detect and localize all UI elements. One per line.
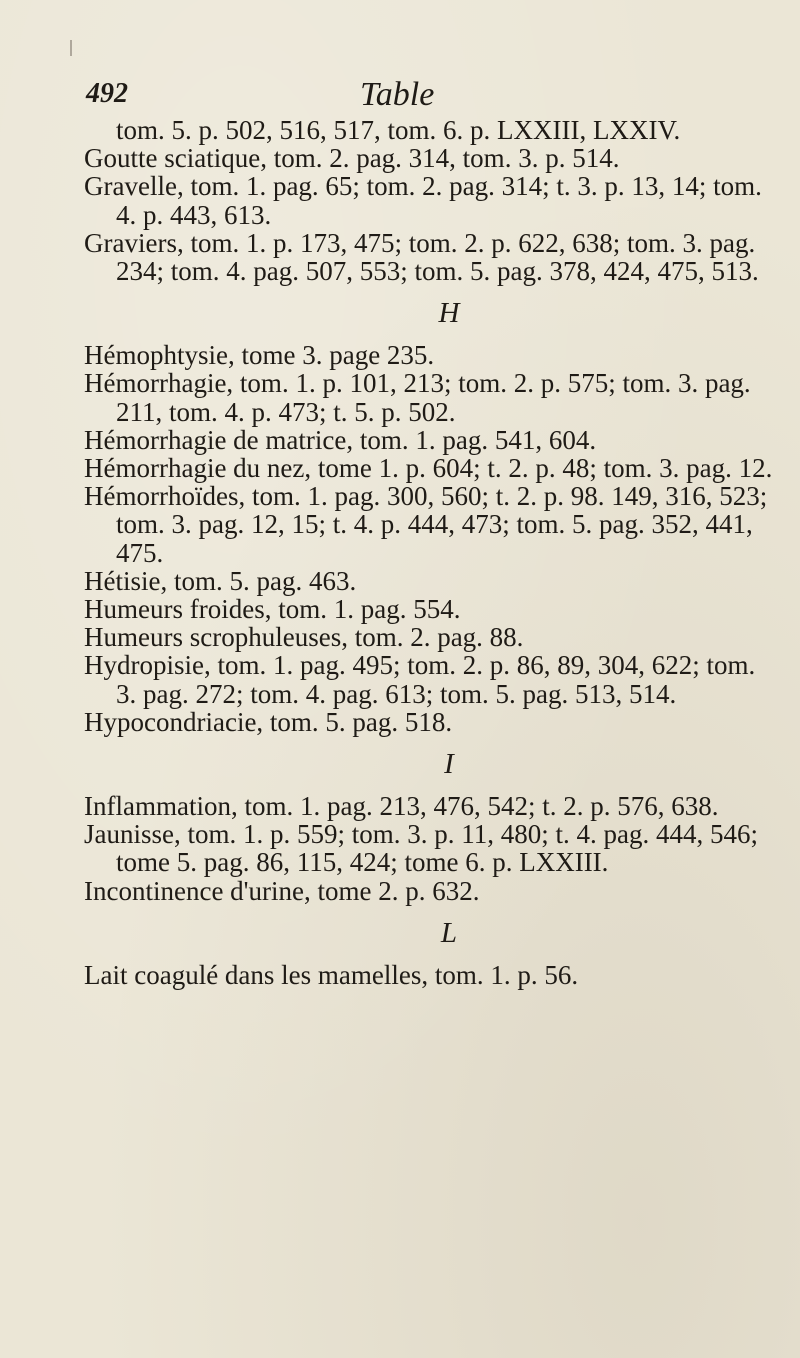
index-entry: Hydropisie, tom. 1. pag. 495; tom. 2. p. 86, 89, 304, 622; tom. 3. pag. 272; tom. 4. pag. 613; tom. 5. pag. 513, 514.: [84, 650, 756, 709]
index-entry: Goutte sciatique, tom. 2. pag. 314, tom. 3. p. 514.: [84, 143, 620, 174]
index-entry: Inflammation, tom. 1. pag. 213, 476, 542; t. 2. p. 576, 638.: [84, 791, 719, 822]
section-letter-h: H: [438, 297, 460, 330]
index-entry: Hémorrhagie de matrice, tom. 1. pag. 541, 604.: [84, 424, 597, 455]
index-entry: Hétisie, tom. 5. pag. 463.: [84, 565, 357, 596]
section-letter-l: L: [440, 916, 458, 949]
index-entry: Hypocondriacie, tom. 5. pag. 518.: [84, 706, 453, 737]
index-entry: Jaunisse, tom. 1. p. 559; tom. 3. p. 11, 480; t. 4. pag. 444, 546; tome 5. pag. 86, 115, 424; tome 6. p. LXXIII.: [84, 819, 758, 878]
section-letter-i: I: [444, 748, 454, 781]
index-entry: Incontinence d'urine, tome 2. p. 632.: [84, 875, 480, 906]
index-entry: Humeurs scrophuleuses, tom. 2. pag. 88.: [84, 622, 524, 653]
page-number: 492: [86, 78, 128, 109]
page-edge-mark: [70, 40, 72, 56]
index-entry: Humeurs froides, tom. 1. pag. 554.: [84, 594, 461, 625]
index-entry: Gravelle, tom. 1. pag. 65; tom. 2. pag. 314; t. 3. p. 13, 14; tom. 4. p. 443, 613.: [84, 171, 762, 230]
index-entry: Hémorrhagie du nez, tome 1. p. 604; t. 2. p. 48; tom. 3. pag. 12.: [84, 453, 773, 484]
index-entry-continuation: tom. 5. p. 502, 516, 517, tom. 6. p. LXXIII, LXXIV.: [116, 115, 681, 145]
index-entry: Hémophtysie, tome 3. page 235.: [84, 340, 435, 371]
index-entry: Hémorrhagie, tom. 1. p. 101, 213; tom. 2. p. 575; tom. 3. pag. 211, tom. 4. p. 473; t. 5. p. 502.: [84, 368, 751, 427]
index-content: [84, 116, 774, 989]
index-entry: Graviers, tom. 1. p. 173, 475; tom. 2. p. 622, 638; tom. 3. pag. 234; tom. 4. pag. 507, 553; tom. 5. pag. 378, 424, 475, 513.: [84, 227, 759, 287]
index-entry: Hémorrhoïdes, tom. 1. pag. 300, 560; t. 2. p. 98. 149, 316, 523; tom. 3. pag. 12, 15; t. 4. p. 444, 473; tom. 5. pag. 352, 441, 475.: [84, 481, 768, 568]
index-entry: Lait coagulé dans les mamelles, tom. 1. p. 56.: [84, 959, 579, 990]
running-title: Table: [360, 76, 435, 113]
